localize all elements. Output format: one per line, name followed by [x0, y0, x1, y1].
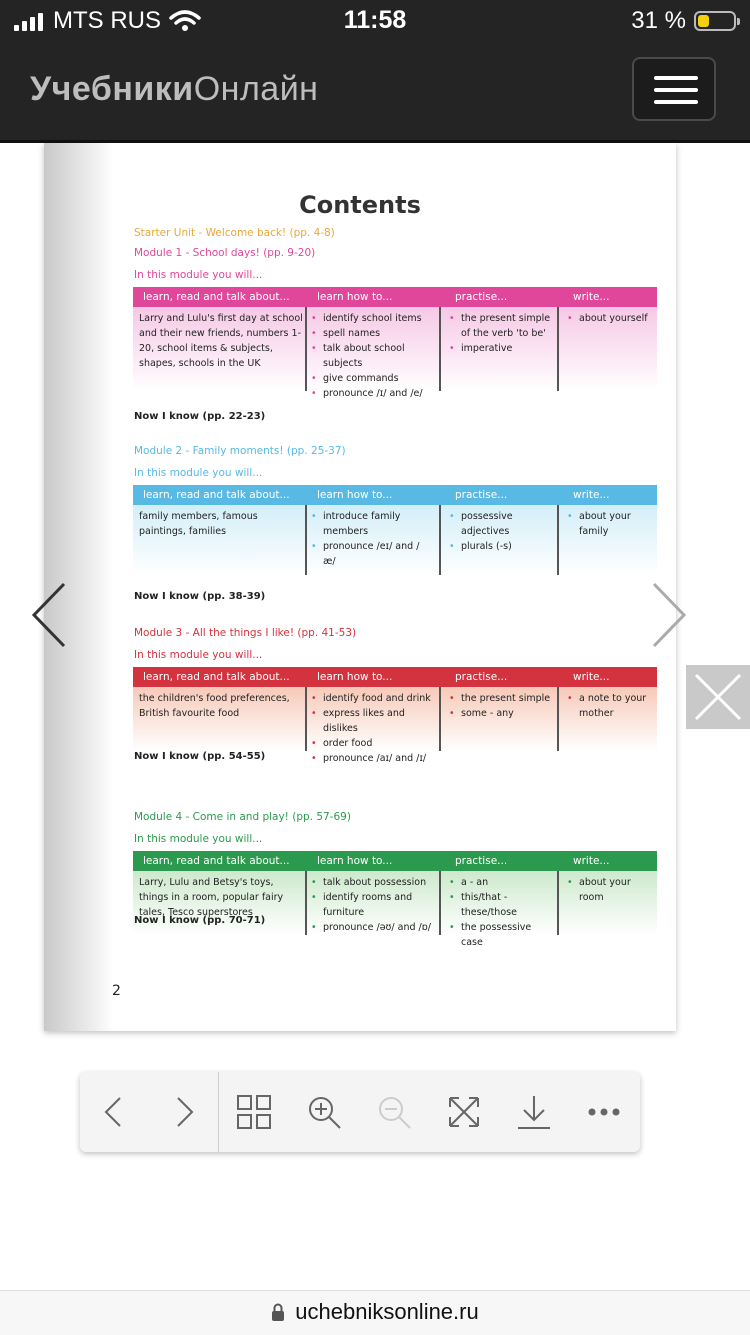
- close-icon: [686, 665, 750, 729]
- list-item: • identify rooms and furniture: [309, 890, 431, 920]
- learn-cell: Larry, Lulu and Betsy's toys, things in a room, popular fairy tales, Tesco superstores: [139, 877, 284, 918]
- column-header: learn how to...: [317, 671, 393, 683]
- document-page: [44, 143, 676, 1031]
- status-bar: [0, 0, 750, 42]
- viewer-toolbar: [80, 1072, 640, 1152]
- column-header: write...: [573, 855, 610, 867]
- more-icon[interactable]: [584, 1092, 624, 1132]
- column-header: learn how to...: [317, 489, 393, 501]
- close-button[interactable]: [686, 665, 750, 729]
- list-item: • talk about possession: [309, 875, 431, 890]
- practise-cell: [447, 875, 555, 950]
- column-header: learn, read and talk about...: [143, 291, 290, 303]
- clock: 11:58: [343, 6, 407, 34]
- module-intro: In this module you will...: [134, 649, 263, 661]
- learn-cell: family members, famous paintings, families: [139, 511, 258, 537]
- practise-cell: [447, 691, 555, 721]
- table-header: [133, 667, 657, 687]
- column-header: write...: [573, 671, 610, 683]
- column-header: learn, read and talk about...: [143, 489, 290, 501]
- column-header: practise...: [455, 489, 508, 501]
- write-cell: [565, 509, 655, 539]
- column-header: practise...: [455, 671, 508, 683]
- now-i-know: Now I know (pp. 22-23): [134, 411, 266, 422]
- list-item: • a note to your mother: [565, 691, 655, 721]
- table-header: [133, 485, 657, 505]
- list-item: • a - an: [447, 875, 555, 890]
- how-cell: [309, 875, 431, 935]
- url-text: uchebniksonline.ru: [295, 1299, 479, 1324]
- lock-icon: [271, 1303, 285, 1321]
- list-item: • plurals (-s): [447, 539, 555, 554]
- list-item: • pronounce /əʊ/ and /ɒ/: [309, 920, 431, 935]
- table-row: [133, 307, 657, 399]
- menu-button[interactable]: [632, 57, 716, 121]
- list-item: • express likes and dislikes: [309, 706, 431, 736]
- column-header: learn how to...: [317, 855, 393, 867]
- list-item: • pronounce /aɪ/ and /ɪ/: [309, 751, 431, 766]
- how-cell: [309, 509, 431, 569]
- learn-cell: Larry and Lulu's first day at school and their new friends, numbers 1-20, school items & subjects, shapes, schools in the UK: [139, 313, 303, 369]
- browser-url-bar[interactable]: [0, 1290, 750, 1335]
- practise-cell: [447, 311, 555, 356]
- column-header: practise...: [455, 291, 508, 303]
- grid-view-icon[interactable]: [234, 1092, 274, 1132]
- next-page-icon[interactable]: [164, 1092, 204, 1132]
- module-intro: In this module you will...: [134, 467, 263, 479]
- page-title: Contents: [299, 191, 421, 219]
- column-header: learn, read and talk about...: [143, 855, 290, 867]
- battery-percent: 31 %: [631, 7, 686, 34]
- fullscreen-icon[interactable]: [444, 1092, 484, 1132]
- table-header: [133, 287, 657, 307]
- write-cell: [565, 875, 655, 905]
- module-table: [133, 287, 657, 399]
- list-item: • give commands: [309, 371, 431, 386]
- module-heading: Module 4 - Come in and play! (pp. 57-69): [134, 811, 351, 823]
- write-cell: [565, 311, 655, 326]
- now-i-know: Now I know (pp. 54-55): [134, 751, 266, 762]
- download-icon[interactable]: [514, 1092, 554, 1132]
- prev-page-arrow[interactable]: [28, 580, 68, 650]
- module-table: [133, 485, 657, 575]
- zoom-in-icon[interactable]: [304, 1092, 344, 1132]
- list-item: • identify food and drink: [309, 691, 431, 706]
- carrier-label: MTS RUS: [53, 7, 161, 34]
- table-header: [133, 851, 657, 871]
- starter-unit: Starter Unit - Welcome back! (pp. 4-8): [134, 227, 335, 239]
- site-logo[interactable]: УчебникиОнлайн: [30, 70, 319, 108]
- list-item: • imperative: [447, 341, 555, 356]
- battery-icon: [694, 11, 736, 31]
- column-header: learn, read and talk about...: [143, 671, 290, 683]
- how-cell: [309, 691, 431, 766]
- battery: [631, 7, 736, 35]
- list-item: • identify school items: [309, 311, 431, 326]
- column-header: write...: [573, 291, 610, 303]
- list-item: • talk about school subjects: [309, 341, 431, 371]
- zoom-out-icon[interactable]: [374, 1092, 414, 1132]
- learn-cell: the children's food preferences, British favourite food: [139, 693, 290, 719]
- list-item: • the present simple: [447, 691, 555, 706]
- now-i-know: Now I know (pp. 38-39): [134, 591, 266, 602]
- module-intro: In this module you will...: [134, 269, 263, 281]
- app-header: [0, 42, 750, 143]
- column-header: practise...: [455, 855, 508, 867]
- list-item: • introduce family members: [309, 509, 431, 539]
- table-row: [133, 505, 657, 575]
- list-item: • some - any: [447, 706, 555, 721]
- column-header: learn how to...: [317, 291, 393, 303]
- page-number: 2: [112, 983, 121, 999]
- list-item: • the possessive case: [447, 920, 555, 950]
- next-page-arrow[interactable]: [650, 580, 690, 650]
- list-item: • this/that - these/those: [447, 890, 555, 920]
- write-cell: [565, 691, 655, 721]
- list-item: • about your room: [565, 875, 655, 905]
- list-item: • pronounce /ɪ/ and /e/: [309, 386, 431, 401]
- column-header: write...: [573, 489, 610, 501]
- list-item: • pronounce /eɪ/ and /æ/: [309, 539, 431, 569]
- list-item: • order food: [309, 736, 431, 751]
- list-item: • about your family: [565, 509, 655, 539]
- module-heading: Module 2 - Family moments! (pp. 25-37): [134, 445, 346, 457]
- practise-cell: [447, 509, 555, 554]
- module-heading: Module 3 - All the things I like! (pp. 41-53): [134, 627, 357, 639]
- list-item: • possessive adjectives: [447, 509, 555, 539]
- module-intro: In this module you will...: [134, 833, 263, 845]
- list-item: • the present simple of the verb 'to be': [447, 311, 555, 341]
- now-i-know: Now I know (pp. 70-71): [134, 915, 266, 926]
- how-cell: [309, 311, 431, 401]
- list-item: • about yourself: [565, 311, 655, 326]
- list-item: • spell names: [309, 326, 431, 341]
- module-heading: Module 1 - School days! (pp. 9-20): [134, 247, 316, 259]
- prev-page-icon[interactable]: [94, 1092, 134, 1132]
